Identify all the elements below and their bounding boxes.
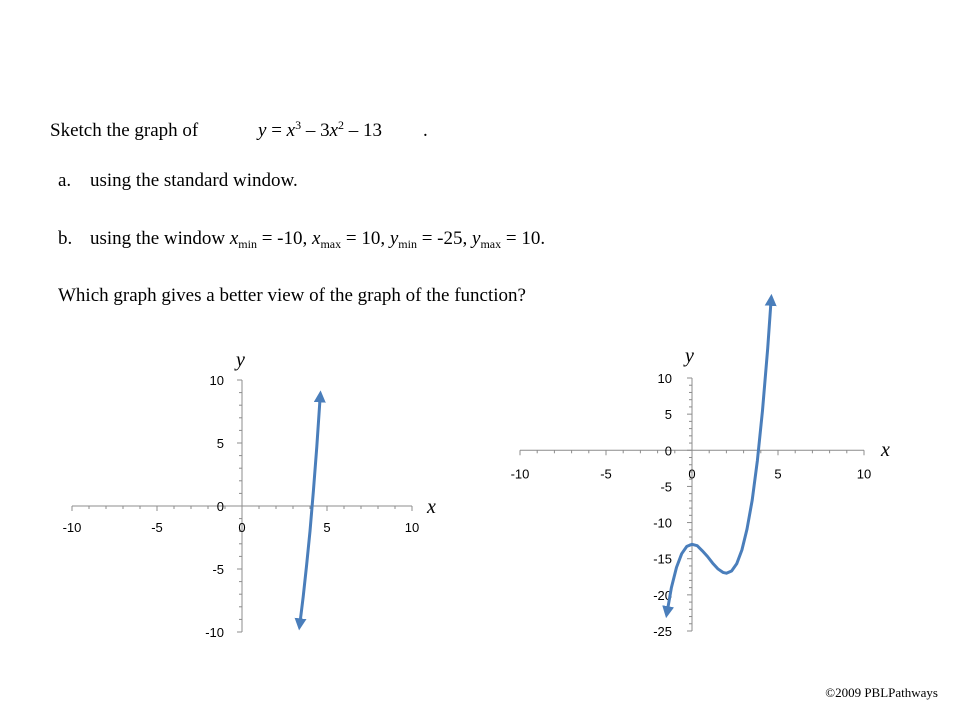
graph-custom-window [511, 300, 890, 639]
y-tick-label: -10 [653, 515, 672, 531]
equation-equals: = [266, 120, 287, 141]
equation-term2: – 3 [301, 120, 330, 141]
part-a-text: using the standard window. [90, 170, 298, 191]
xmin-sub: min [238, 237, 257, 251]
ymin-value: = -25, [416, 228, 472, 249]
question: Which graph gives a better view of the graph of the function? [58, 285, 526, 306]
ymax-var: y [472, 228, 481, 249]
equation-x: x [286, 120, 296, 141]
xmax-var: x [312, 228, 321, 249]
x-tick-label: -5 [151, 520, 163, 535]
x-tick-label: -10 [62, 520, 82, 535]
copyright: ©2009 PBLPathways [825, 685, 938, 700]
y-axis-label: y [236, 349, 245, 371]
y-tick-label: 5 [216, 436, 224, 451]
ymax-sub: max [480, 237, 502, 251]
xmax-sub: max [320, 237, 342, 251]
y-axis-label: y [685, 345, 694, 367]
y-tick-label: -5 [660, 479, 672, 495]
equation-term3: – 13 [344, 120, 383, 141]
x-tick-label: 10 [856, 466, 872, 482]
equation-x2: x [329, 120, 339, 141]
equation-exp3: 3 [295, 118, 302, 132]
x-tick-label: 0 [688, 466, 696, 482]
function-curve [300, 396, 320, 624]
x-axis-label: x [881, 439, 890, 461]
y-tick-label: -20 [653, 587, 672, 603]
xmax-value: = 10, [341, 228, 390, 249]
xmin-value: = -10, [256, 228, 313, 249]
y-tick-label: -25 [653, 624, 672, 639]
x-axis-label: x [427, 496, 436, 518]
problem-intro: Sketch the graph of [50, 120, 199, 141]
x-tick-label: -5 [600, 466, 612, 482]
ymax-value: = 10. [501, 228, 546, 249]
y-tick-label: 0 [216, 499, 224, 514]
part-b-prefix: using the window [90, 228, 230, 249]
y-tick-label: -10 [205, 625, 224, 640]
y-tick-label: 10 [209, 373, 224, 388]
graph-standard-window [63, 349, 436, 640]
xmin-var: x [229, 228, 239, 249]
equation-y: y [258, 120, 267, 141]
x-tick-label: 5 [323, 520, 331, 535]
part-a-marker: a. [58, 170, 72, 191]
x-tick-label: 10 [404, 520, 420, 535]
ymin-var: y [389, 228, 399, 249]
part-b-marker: b. [58, 228, 73, 249]
y-tick-label: -15 [653, 551, 672, 567]
y-tick-label: 5 [664, 407, 672, 423]
x-tick-label: -10 [510, 466, 530, 482]
y-tick-label: 0 [664, 443, 672, 459]
x-tick-label: 0 [238, 520, 246, 535]
y-tick-label: 10 [657, 371, 672, 386]
equation-period: . [423, 120, 428, 141]
equation-exp2: 2 [338, 118, 345, 132]
y-tick-label: -5 [212, 562, 224, 577]
x-tick-label: 5 [774, 466, 782, 482]
ymin-sub: min [398, 237, 417, 251]
